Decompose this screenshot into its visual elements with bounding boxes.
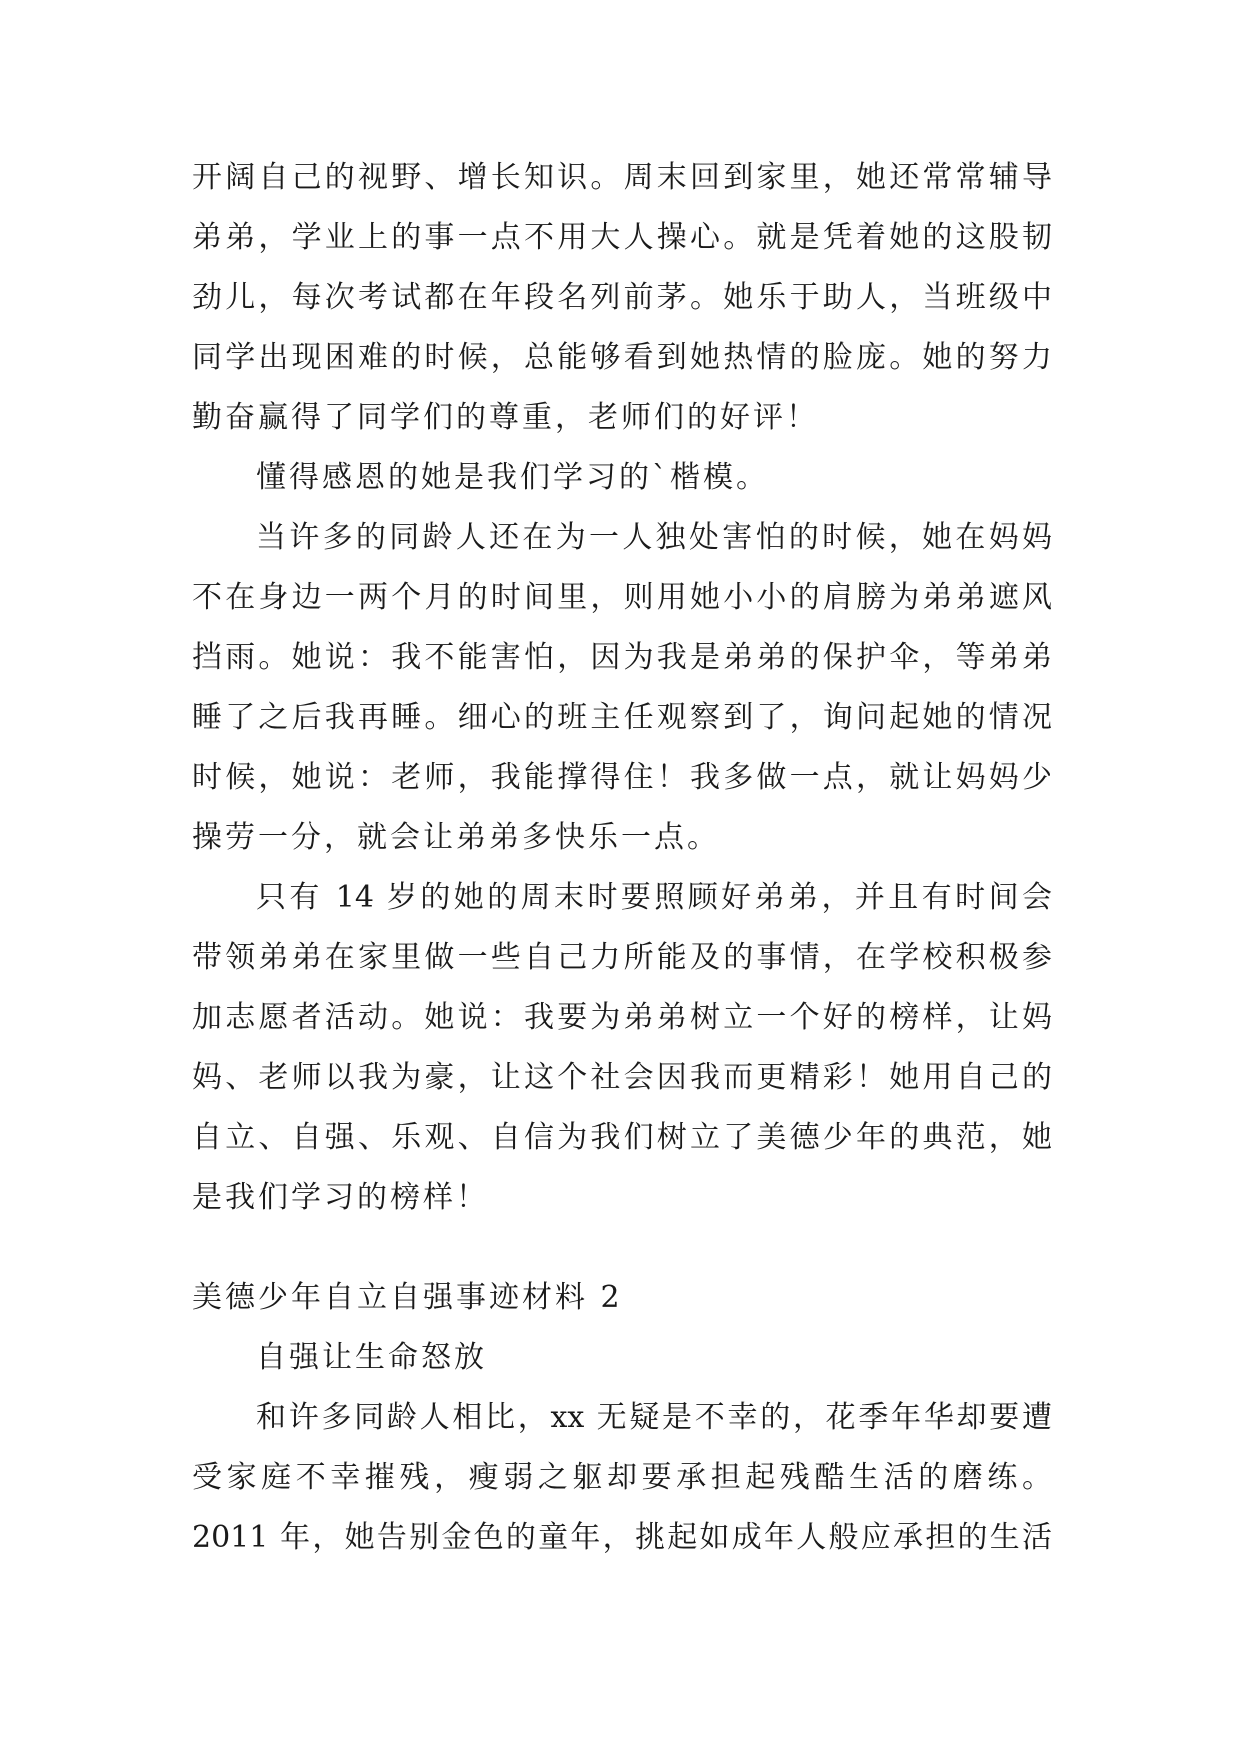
paragraph-3-line-6: 操劳一分，就会让弟弟多快乐一点。 xyxy=(192,820,720,855)
paragraph-3-line-5: 时候，她说：老师，我能撑得住！我多做一点，就让妈妈少 xyxy=(192,760,1052,795)
paragraph-3-line-2: 不在身边一两个月的时间里，则用她小小的肩膀为弟弟遮风 xyxy=(192,580,1052,615)
paragraph-4-line-3: 加志愿者活动。她说：我要为弟弟树立一个好的榜样，让妈 xyxy=(192,1000,1052,1035)
paragraph-5-line-1: 和许多同龄人相比，xx 无疑是不幸的，花季年华却要遭 xyxy=(256,1400,1052,1435)
paragraph-1-line-3: 劲儿，每次考试都在年段名列前茅。她乐于助人，当班级中 xyxy=(192,280,1052,315)
paragraph-4-line-5: 自立、自强、乐观、自信为我们树立了美德少年的典范，她 xyxy=(192,1120,1052,1155)
section-subheading: 自强让生命怒放 xyxy=(256,1340,487,1375)
section-heading: 美德少年自立自强事迹材料 2 xyxy=(192,1280,623,1315)
paragraph-1-line-5: 勤奋赢得了同学们的尊重，老师们的好评！ xyxy=(192,400,819,435)
paragraph-3-line-4: 睡了之后我再睡。细心的班主任观察到了，询问起她的情况 xyxy=(192,700,1052,735)
paragraph-3-line-1: 当许多的同龄人还在为一人独处害怕的时候，她在妈妈 xyxy=(256,520,1052,555)
paragraph-4-line-6: 是我们学习的榜样！ xyxy=(192,1180,489,1215)
paragraph-2-line-1: 懂得感恩的她是我们学习的`楷模。 xyxy=(256,460,769,495)
paragraph-4-line-1: 只有 14 岁的她的周末时要照顾好弟弟，并且有时间会 xyxy=(256,880,1052,915)
paragraph-1-line-1: 开阔自己的视野、增长知识。周末回到家里，她还常常辅导 xyxy=(192,160,1052,195)
paragraph-5-line-3: 2011 年，她告别金色的童年，挑起如成年人般应承担的生活 xyxy=(192,1520,1052,1555)
paragraph-4-line-4: 妈、老师以我为豪，让这个社会因我而更精彩！她用自己的 xyxy=(192,1060,1052,1095)
paragraph-4-line-2: 带领弟弟在家里做一些自己力所能及的事情，在学校积极参 xyxy=(192,940,1052,975)
paragraph-5-line-2: 受家庭不幸摧残，瘦弱之躯却要承担起残酷生活的磨练。 xyxy=(192,1460,1052,1495)
paragraph-3-line-3: 挡雨。她说：我不能害怕，因为我是弟弟的保护伞，等弟弟 xyxy=(192,640,1052,675)
paragraph-1-line-4: 同学出现困难的时候，总能够看到她热情的脸庞。她的努力 xyxy=(192,340,1052,375)
paragraph-1-line-2: 弟弟，学业上的事一点不用大人操心。就是凭着她的这股韧 xyxy=(192,220,1052,255)
